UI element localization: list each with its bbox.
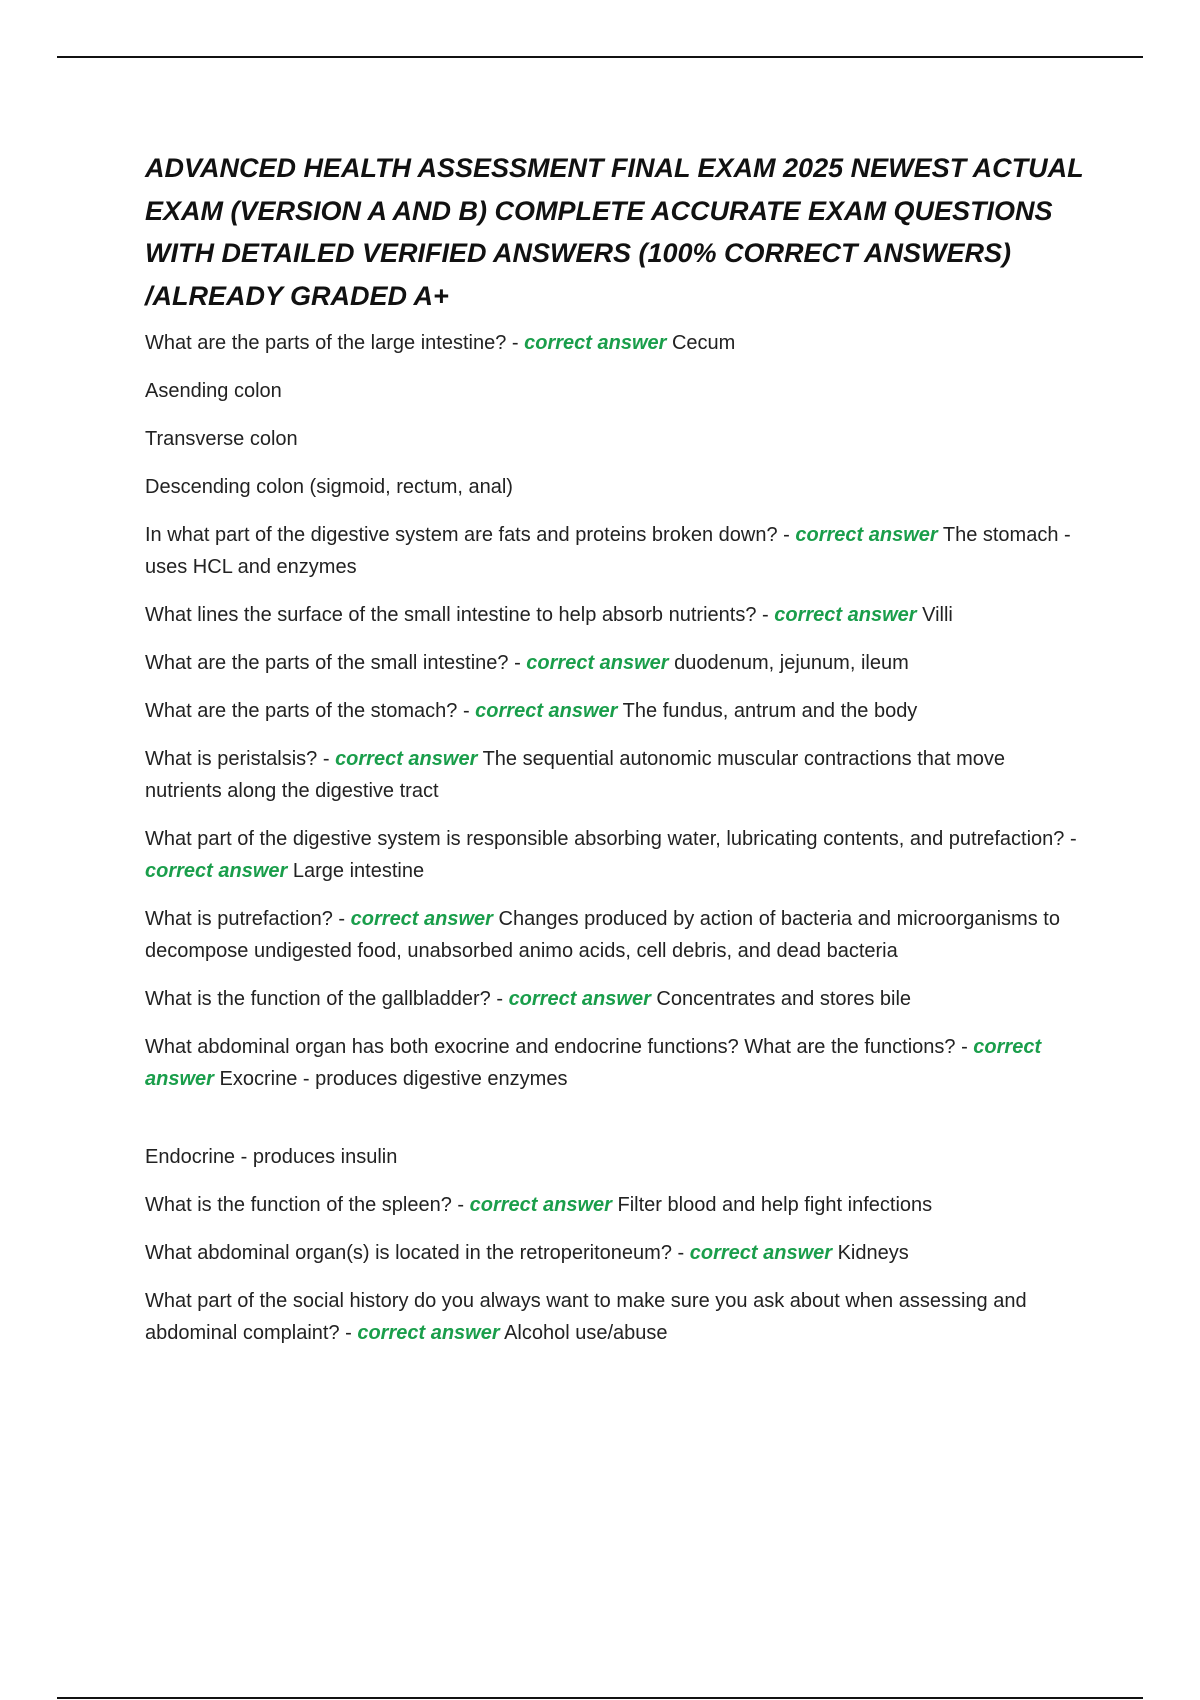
qa-list (145, 327, 1085, 1349)
document-title: ADVANCED HEALTH ASSESSMENT FINAL EXAM 2025 NEWEST ACTUAL EXAM (VERSION A AND B) COMPLETE ACCURATE EXAM QUESTIONS WITH DETAILED VERIFIED ANSWERS (100% CORRECT ANSWERS) /ALREADY GRADED A+ (145, 153, 1084, 311)
correct-answer-label: correct answer (689, 1242, 833, 1264)
correct-answer-label: correct answer (508, 988, 651, 1010)
qa-item (145, 743, 1085, 807)
correct-answer-label: correct answer (357, 1322, 500, 1344)
question-text: In what part of the digestive system are fats and proteins broken down? - (145, 524, 790, 546)
top-rule (57, 56, 1143, 58)
question-text: What lines the surface of the small intestine to help absorb nutrients? - (145, 604, 769, 626)
answer-continuation: Asending colon (145, 380, 282, 402)
answer-continuation: Transverse colon (145, 428, 298, 450)
answer-text: Cecum (671, 332, 736, 354)
question-text: What are the parts of the large intestine? - (145, 332, 519, 354)
correct-answer-label: correct answer (350, 908, 493, 930)
answer-continuation: Descending colon (sigmoid, rectum, anal) (145, 476, 513, 498)
answer-text: Kidneys (837, 1242, 909, 1264)
document-body (145, 147, 1085, 1365)
qa-item (145, 599, 1085, 631)
question-text: What are the parts of the stomach? - (145, 700, 470, 722)
answer-continuation: Endocrine - produces insulin (145, 1146, 398, 1168)
qa-item (145, 327, 1085, 359)
qa-item (145, 519, 1085, 583)
answer-text: The stomach - uses HCL and enzymes (145, 524, 1071, 578)
answer-text: Villi (922, 604, 953, 626)
answer-text: Large intestine (292, 860, 425, 882)
answer-text: Concentrates and stores bile (656, 988, 912, 1010)
question-text: What abdominal organ has both exocrine and endocrine functions? What are the functions? - (145, 1036, 968, 1058)
answer-text: The fundus, antrum and the body (622, 700, 918, 722)
question-text: What abdominal organ(s) is located in the retroperitoneum? - (145, 1242, 685, 1264)
question-text: What is the function of the gallbladder? - (145, 988, 503, 1010)
question-text: What are the parts of the small intestine? - (145, 652, 521, 674)
question-text: What part of the social history do you always want to make sure you ask about when assessing and abdominal complaint? - (145, 1290, 1027, 1344)
question-text: What is the function of the spleen? - (145, 1194, 465, 1216)
qa-item (145, 903, 1085, 967)
correct-answer-label: correct answer (475, 700, 618, 722)
correct-answer-label: correct answer (524, 332, 667, 354)
question-text: What is peristalsis? - (145, 748, 330, 770)
correct-answer-label: correct answer (335, 748, 478, 770)
qa-item (145, 647, 1085, 679)
correct-answer-label: correct answer (526, 652, 669, 674)
qa-item (145, 823, 1085, 887)
answer-text: Changes produced by action of bacteria and microorganisms to decompose undigested food, unabsorbed animo acids, cell debris, and dead bacteria (145, 908, 1060, 962)
qa-item (145, 1285, 1085, 1349)
qa-item (145, 1031, 1085, 1095)
question-text: What part of the digestive system is responsible absorbing water, lubricating contents, and putrefaction? - (145, 828, 1077, 850)
correct-answer-label: correct answer (145, 860, 288, 882)
answer-text: The sequential autonomic muscular contractions that move nutrients along the digestive tract (145, 748, 1006, 802)
question-text: What is putrefaction? - (145, 908, 346, 930)
answer-text: Exocrine - produces digestive enzymes (219, 1068, 568, 1090)
answer-text: Alcohol use/abuse (504, 1322, 668, 1344)
bottom-rule (57, 1697, 1143, 1699)
qa-item (145, 1189, 1085, 1221)
correct-answer-label: correct answer (795, 524, 938, 546)
qa-item (145, 1237, 1085, 1269)
answer-text: Filter blood and help fight infections (617, 1194, 933, 1216)
answer-text: duodenum, jejunum, ileum (674, 652, 909, 674)
correct-answer-label: correct answer (145, 1036, 1042, 1090)
qa-item (145, 983, 1085, 1015)
correct-answer-label: correct answer (469, 1194, 612, 1216)
qa-item (145, 695, 1085, 727)
correct-answer-label: correct answer (774, 604, 917, 626)
